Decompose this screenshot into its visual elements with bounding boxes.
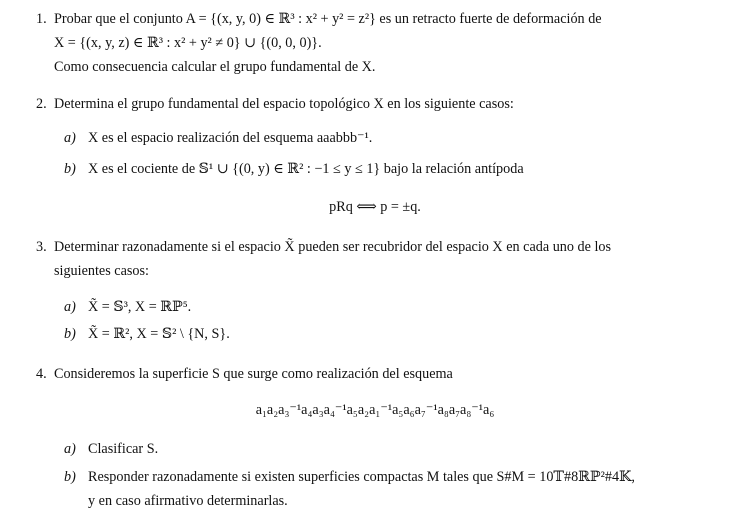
- problem-4-item-a-label: a): [64, 441, 76, 457]
- problem-2-item-b-label: b): [64, 161, 76, 177]
- problem-3-item-b-text: X̃ = ℝ², X = 𝕊² \ {N, S}.: [88, 326, 230, 342]
- problem-4-closing-line: y en caso afirmativo determinarlas.: [88, 493, 288, 509]
- problem-4-line-1: Consideremos la superficie S que surge como realización del esquema: [54, 366, 453, 382]
- problem-4-item-b-text: Responder razonadamente si existen superficies compactas M tales que S#M = 10𝕋#8ℝℙ²#4𝕂,: [88, 469, 635, 485]
- problem-4-item-b-label: b): [64, 469, 76, 485]
- problem-3-line-1: Determinar razonadamente si el espacio X̃ pueden ser recubridor del espacio X en cada uno de los: [54, 239, 612, 255]
- problem-2-item-b-text: X es el cociente de 𝕊¹ ∪ {(0, y) ∈ ℝ² : −1 ≤ y ≤ 1} bajo la relación antípoda: [88, 161, 524, 177]
- problem-3-item-a-text: X̃ = 𝕊³, X = ℝℙ⁵.: [88, 299, 192, 315]
- problem-2-item-a-label: a): [64, 130, 76, 146]
- problem-1-line-3: Como consecuencia calcular el grupo fundamental de X.: [54, 59, 376, 75]
- problem-3-item-b-label: b): [64, 326, 76, 342]
- problem-1-number: 1.: [36, 11, 47, 27]
- problem-3-line-2: siguientes casos:: [54, 263, 149, 279]
- problem-2-item-a-text: X es el espacio realización del esquema aaabbb⁻¹.: [88, 130, 373, 146]
- problem-3-number: 3.: [36, 239, 47, 255]
- problem-2-display-formula: pRq ⟺ p = ±q.: [329, 199, 421, 215]
- problem-2-line-1: Determina el grupo fundamental del espacio topológico X en los siguiente casos:: [54, 96, 514, 112]
- problem-2-number: 2.: [36, 96, 47, 112]
- problem-1-line-2: X = {(x, y, z) ∈ ℝ³ : x² + y² ≠ 0} ∪ {(0, 0, 0)}.: [54, 35, 322, 51]
- problem-1-line-1: Probar que el conjunto A = {(x, y, 0) ∈ ℝ³ : x² + y² = z²} es un retracto fuerte de deformación de: [54, 11, 602, 27]
- problem-4-item-a-text: Clasificar S.: [88, 441, 159, 457]
- problem-4-number: 4.: [36, 366, 47, 382]
- problem-4-display-scheme: a₁a₂a₃⁻¹a₄a₃a₄⁻¹a₅a₂a₁⁻¹a₅a₆a₇⁻¹a₈a₇a₈⁻¹a₆: [255, 402, 495, 418]
- problem-3-item-a-label: a): [64, 299, 76, 315]
